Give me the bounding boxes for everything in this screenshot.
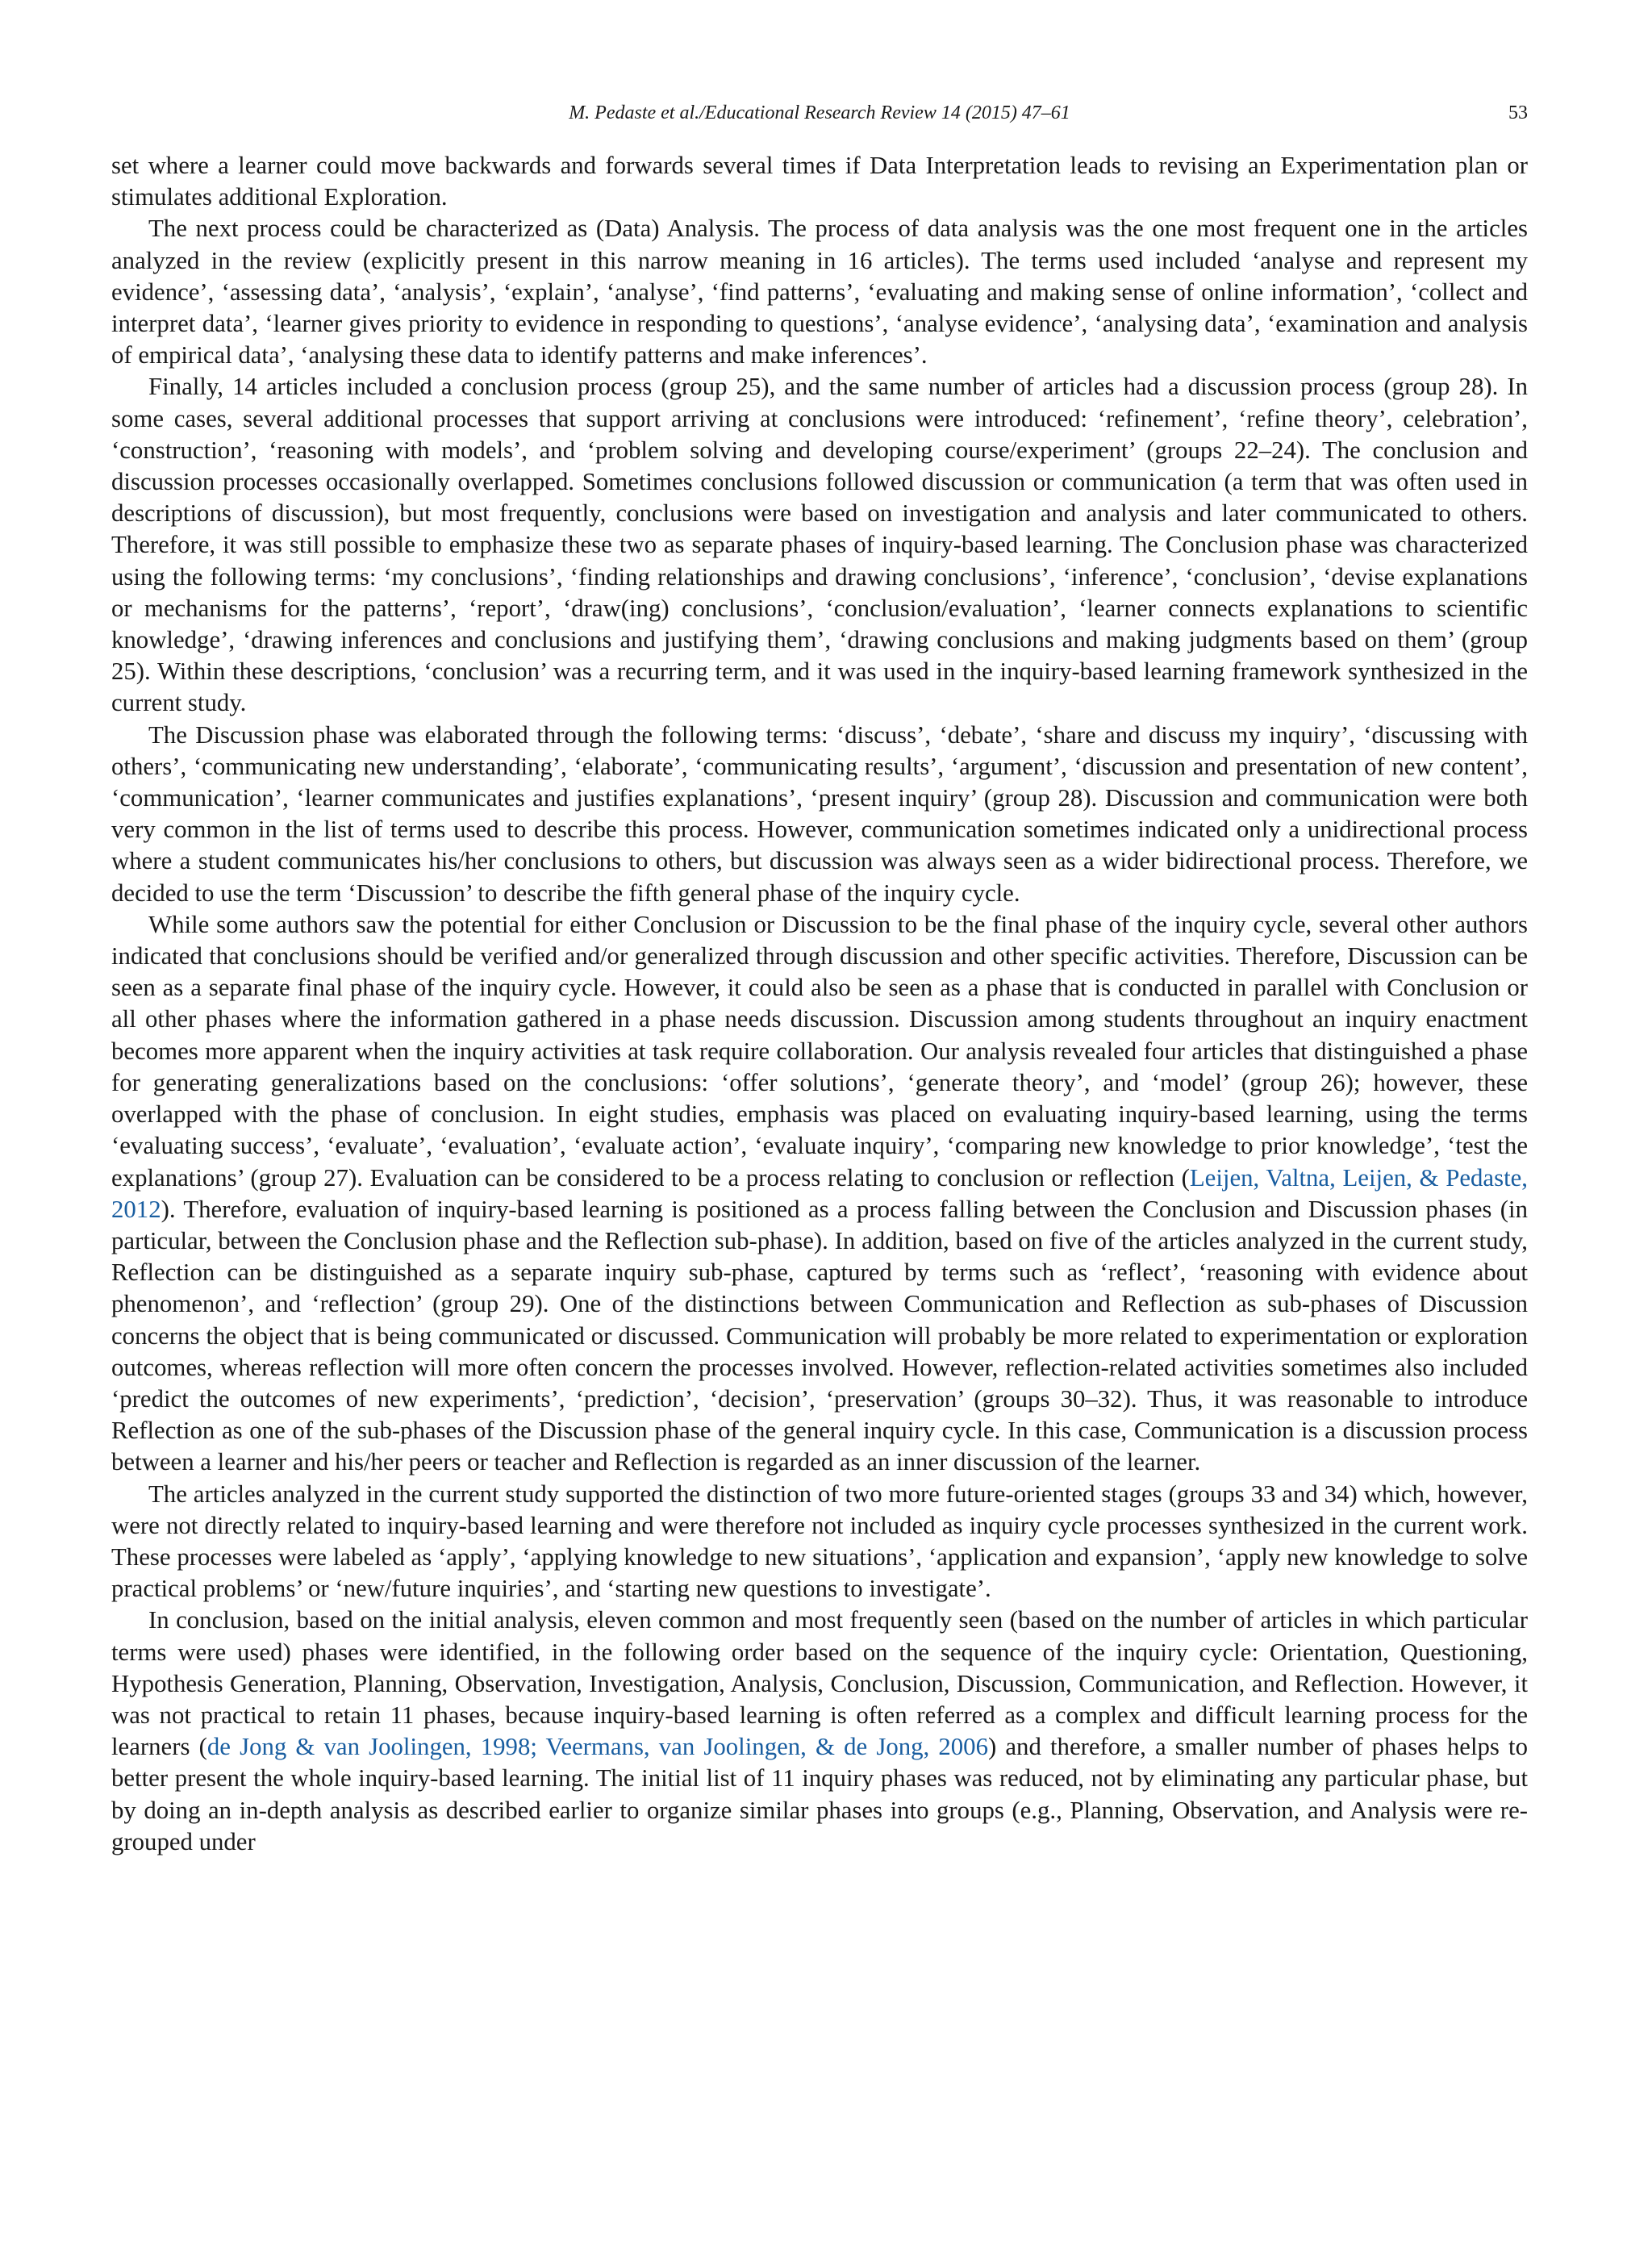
paragraph-evaluation-reflection <box>111 909 1528 1479</box>
paragraph-text: Finally, 14 articles included a conclusion process (group 25), and the same number of articles had a discussion process (group 28). In some cases, several additional processes that support arriving at conclusions were introduced: ‘refinement’, ‘refine theory’, celebration’, ‘construction’, ‘reasoning with models’, and ‘problem solving and developing course/experiment’ (groups 22–24). The conclusion and discussion processes occasionally overlapped. Sometimes conclusions followed discussion or communication (a term that was often used in descriptions of discussion), but most frequently, conclusions were based on investigation and analysis and later communicated to others. Therefore, it was still possible to emphasize these two as separate phases of inquiry-based learning. The Conclusion phase was characterized using the following terms: ‘my conclusions’, ‘finding relationships and drawing conclusions’, ‘inference’, ‘conclusion’, ‘devise explanations or mechanisms for the patterns’, ‘report’, ‘draw(ing) conclusions’, ‘conclusion/evaluation’, ‘learner connects explanations to scientific knowledge’, ‘drawing inferences and conclusions and justifying them’, ‘drawing conclusions and making judgments based on them’ (group 25). Within these descriptions, ‘conclusion’ was a recurring term, and it was used in the inquiry-based learning framework synthesized in the current study. <box>111 373 1528 717</box>
paragraph-in-conclusion <box>111 1605 1528 1858</box>
paragraph-text: The next process could be characterized as (Data) Analysis. The process of data analysis was the one most frequent one in the articles analyzed in the review (explicitly present in this narrow meaning in 16 articles). The terms used included ‘analyse and represent my evidence’, ‘assessing data’, ‘analysis’, ‘explain’, ‘analyse’, ‘find patterns’, ‘evaluating and making sense of online information’, ‘collect and interpret data’, ‘learner gives priority to evidence in responding to questions’, ‘analyse evidence’, ‘analysing data’, ‘examination and analysis of empirical data’, ‘analysing these data to identify patterns and make inferences’. <box>111 215 1528 369</box>
paragraph-text: set where a learner could move backwards and forwards several times if Data Interpretation leads to revising an Experimentation plan or stimulates additional Exploration. <box>111 152 1528 211</box>
paragraph-text: The Discussion phase was elaborated through the following terms: ‘discuss’, ‘debate’, ‘share and discuss my inquiry’, ‘discussing with others’, ‘communicating new understanding’, ‘elaborate’, ‘communicating results’, ‘argument’, ‘discussion and presentation of new content’, ‘communication’, ‘learner communicates and justifies explanations’, ‘present inquiry’ (group 28). Discussion and communication were both very common in the list of terms used to describe this process. However, communication sometimes indicated only a unidirectional process where a student communicates his/her conclusions to others, but discussion was always seen as a wider bidirectional process. Therefore, we decided to use the term ‘Discussion’ to describe the fifth general phase of the inquiry cycle. <box>111 720 1528 907</box>
paragraph-discussion <box>111 720 1528 909</box>
citation-link[interactable]: Leijen, Valtna, Leijen, & Pedaste, 2012 <box>111 1163 1528 1223</box>
paragraph-text: In conclusion, based on the initial analysis, eleven common and most frequently seen (based on the number of articles in which particular terms were used) phases were identified, in the following order based on the sequence of the inquiry cycle: Orientation, Questioning, Hypothesis Generation, Planning, Observation, Investigation, Analysis, Conclusion, Discussion, Communication, and Reflection. However, it was not practical to retain 11 phases, because inquiry-based learning is often referred as a complex and difficult learning process for the learners ( <box>111 1606 1528 1761</box>
paragraph-continuation <box>111 150 1528 213</box>
running-header <box>111 97 1528 129</box>
running-title: M. Pedaste et al./Educational Research Review 14 (2015) 47–61 <box>569 102 1070 123</box>
citation-link[interactable]: de Jong & van Joolingen, 1998; Veermans, van Joolingen, & de Jong, 2006 <box>206 1733 988 1761</box>
paragraph-text: ) and therefore, a smaller number of phases helps to better present the whole inquiry-based learning. The initial list of 11 inquiry phases was reduced, not by eliminating any particular phase, but by doing an in-depth analysis as described earlier to organize similar phases into groups (e.g., Planning, Observation, and Analysis were re-grouped under <box>111 1733 1528 1855</box>
page-number: 53 <box>1508 102 1528 123</box>
paragraph-text: The articles analyzed in the current study supported the distinction of two more future-oriented stages (groups 33 and 34) which, however, were not directly related to inquiry-based learning and were therefore not included as inquiry cycle processes synthesized in the current work. These processes were labeled as ‘apply’, ‘applying knowledge to new situations’, ‘application and expansion’, ‘apply new knowledge to solve practical problems’ or ‘new/future inquiries’, and ‘starting new questions to investigate’. <box>111 1480 1528 1603</box>
paragraph-text: ). Therefore, evaluation of inquiry-based learning is positioned as a process falling between the Conclusion and Discussion phases (in particular, between the Conclusion phase and the Reflection sub-phase). In addition, based on five of the articles analyzed in the current study, Reflection can be distinguished as a separate inquiry sub-phase, captured by terms such as ‘reflect’, ‘reasoning with evidence about phenomenon’, and ‘reflection’ (group 29). One of the distinctions between Communication and Reflection as sub-phases of Discussion concerns the object that is being communicated or discussed. Communication will probably be more related to experimentation or exploration outcomes, whereas reflection will more often concern the processes involved. However, reflection-related activities sometimes also included ‘predict the outcomes of new experiments’, ‘prediction’, ‘decision’, ‘preservation’ (groups 30–32). Thus, it was reasonable to introduce Reflection as one of the sub-phases of the Discussion phase of the general inquiry cycle. In this case, Communication is a discussion process between a learner and his/her peers or teacher and Reflection is regarded as an inner discussion of the learner. <box>111 1195 1528 1476</box>
body-text <box>111 150 1528 1858</box>
paragraph-conclusion <box>111 371 1528 719</box>
paragraph-future-oriented <box>111 1479 1528 1605</box>
paragraph-data-analysis <box>111 213 1528 371</box>
paragraph-text: While some authors saw the potential for either Conclusion or Discussion to be the final phase of the inquiry cycle, several other authors indicated that conclusions should be verified and/or generalized through discussion and other specific activities. Therefore, Discussion can be seen as a separate final phase of the inquiry cycle. However, it could also be seen as a phase that is conducted in parallel with Conclusion or all other phases where the information gathered in a phase needs discussion. Discussion among students throughout an inquiry enactment becomes more apparent when the inquiry activities at task require collaboration. Our analysis revealed four articles that distinguished a phase for generating generalizations based on the conclusions: ‘offer solutions’, ‘generate theory’, and ‘model’ (group 26); however, these overlapped with the phase of conclusion. In eight studies, emphasis was placed on evaluating inquiry-based learning, using the terms ‘evaluating success’, ‘evaluate’, ‘evaluation’, ‘evaluate action’, ‘evaluate inquiry’, ‘comparing new knowledge to prior knowledge’, ‘test the explanations’ (group 27). Evaluation can be considered to be a process relating to conclusion or reflection ( <box>111 910 1528 1192</box>
